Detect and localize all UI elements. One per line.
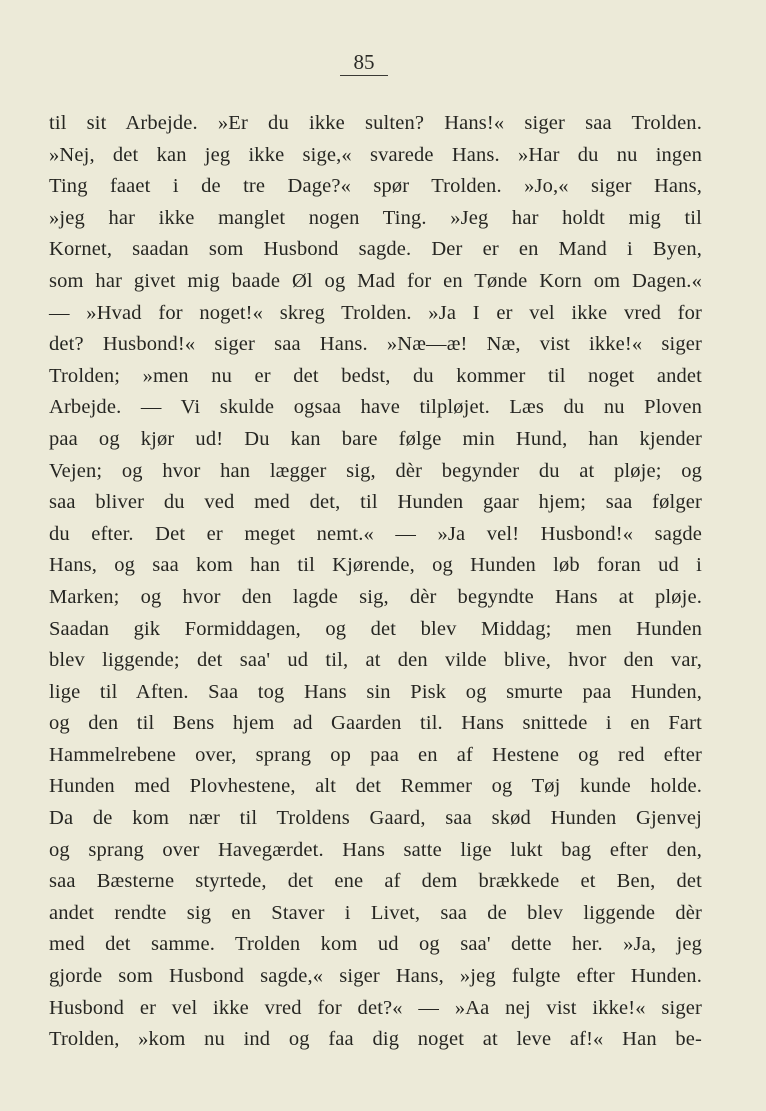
text-line: — »Hvad for noget!« skreg Trolden. »Ja I er vel ikke vred for <box>49 301 702 324</box>
text-line: Kornet, saadan som Husbond sagde. Der er en Mand i Byen, <box>49 238 702 261</box>
text-line: som har givet mig baade Øl og Mad for en Tønde Korn om Dagen.« <box>49 269 702 292</box>
text-line: og den til Bens hjem ad Gaarden til. Hans snittede i en Fart <box>49 712 702 735</box>
text-line: Trolden; »men nu er det bedst, du kommer til noget andet <box>49 364 702 387</box>
text-line: Hunden med Plovhestene, alt det Remmer og Tøj kunde holde. <box>49 775 702 798</box>
text-line: Hans, og saa kom han til Kjørende, og Hunden løb foran ud i <box>49 554 702 577</box>
text-line: paa og kjør ud! Du kan bare følge min Hund, han kjender <box>49 427 702 450</box>
text-line: Marken; og hvor den lagde sig, dèr begyndte Hans at pløje. <box>49 585 702 608</box>
text-line: »jeg har ikke manglet nogen Ting. »Jeg har holdt mig til <box>49 206 702 229</box>
text-line: Trolden, »kom nu ind og faa dig noget at leve af!« Han be- <box>49 1028 702 1051</box>
text-line: Hammelrebene over, sprang op paa en af Hestene og red efter <box>49 743 702 766</box>
body-text <box>49 108 702 1056</box>
text-line: til sit Arbejde. »Er du ikke sulten? Hans!« siger saa Trolden. <box>49 112 702 134</box>
text-line: Vejen; og hvor han lægger sig, dèr begynder du at pløje; og <box>49 459 702 482</box>
text-line: blev liggende; det saa' ud til, at den vilde blive, hvor den var, <box>49 649 702 672</box>
text-line: Arbejde. — Vi skulde ogsaa have tilpløjet. Læs du nu Ploven <box>49 396 702 419</box>
text-line: Da de kom nær til Troldens Gaard, saa skød Hunden Gjenvej <box>49 807 702 830</box>
text-line: Saadan gik Formiddagen, og det blev Middag; men Hunden <box>49 617 702 640</box>
text-line: Ting faaet i de tre Dage?« spør Trolden. »Jo,« siger Hans, <box>49 175 702 198</box>
text-line: andet rendte sig en Staver i Livet, saa de blev liggende dèr <box>49 901 702 924</box>
page-number: 85 <box>353 50 375 74</box>
page-number-rule <box>340 75 388 76</box>
text-line: »Nej, det kan jeg ikke sige,« svarede Hans. »Har du nu ingen <box>49 143 702 166</box>
text-line: du efter. Det er meget nemt.« — »Ja vel! Husbond!« sagde <box>49 522 702 545</box>
text-line: saa Bæsterne styrtede, det ene af dem brækkede et Ben, det <box>49 870 702 893</box>
text-line: gjorde som Husbond sagde,« siger Hans, »jeg fulgte efter Hunden. <box>49 965 702 988</box>
text-line: det? Husbond!« siger saa Hans. »Næ—æ! Næ, vist ikke!« siger <box>49 333 702 356</box>
text-line: med det samme. Trolden kom ud og saa' dette her. »Ja, jeg <box>49 933 702 956</box>
text-line: saa bliver du ved med det, til Hunden gaar hjem; saa følger <box>49 491 702 514</box>
text-line: Husbond er vel ikke vred for det?« — »Aa nej vist ikke!« siger <box>49 996 702 1019</box>
text-line: lige til Aften. Saa tog Hans sin Pisk og smurte paa Hunden, <box>49 680 702 703</box>
text-line: og sprang over Havegærdet. Hans satte lige lukt bag efter den, <box>49 838 702 861</box>
